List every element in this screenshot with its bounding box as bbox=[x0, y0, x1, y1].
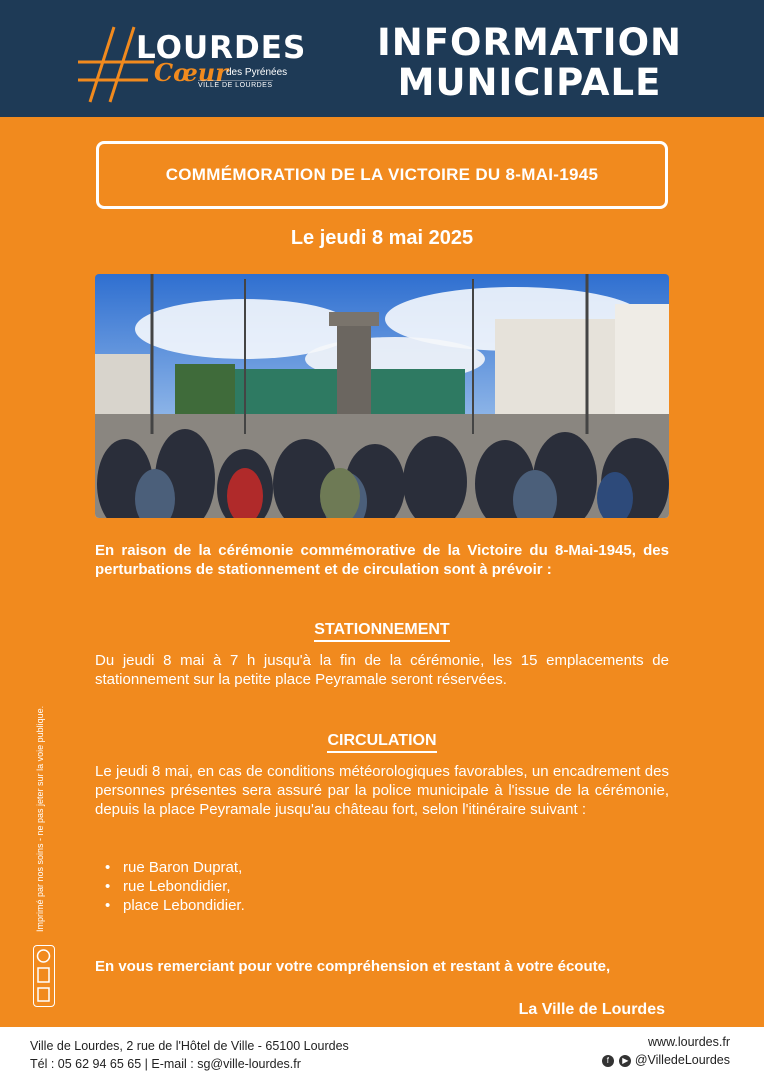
traffic-heading bbox=[0, 732, 764, 750]
logo-coeur-text: Cœur bbox=[154, 58, 228, 87]
youtube-icon[interactable]: ▶ bbox=[619, 1055, 631, 1067]
facebook-icon[interactable]: f bbox=[602, 1055, 614, 1067]
traffic-text: Le jeudi 8 mai, en cas de conditions météorologiques favorables, un encadrement des personnes présentes sera assuré par la police municipale à l'issue de la cérémonie, depuis la place Peyramale jusqu'au château fort, selon l'itinéraire suivant : bbox=[95, 763, 669, 818]
footer bbox=[0, 1027, 764, 1080]
social-handle[interactable]: @VilledeLourdes bbox=[634, 1053, 730, 1067]
footer-web bbox=[600, 1033, 730, 1069]
social-row bbox=[600, 1051, 730, 1069]
traffic-heading-text: CIRCULATION bbox=[327, 732, 436, 753]
ceremony-photo bbox=[95, 274, 669, 518]
signature: La Ville de Lourdes bbox=[518, 1001, 665, 1018]
parking-heading bbox=[0, 621, 764, 639]
website-link[interactable]: www.lourdes.fr bbox=[648, 1035, 730, 1049]
footer-address: Ville de Lourdes, 2 rue de l'Hôtel de Ville - 65100 Lourdes bbox=[30, 1039, 349, 1053]
print-note: Imprimé par nos soins - ne pas jeter sur la voie publique. bbox=[35, 705, 45, 932]
footer-phone-email: Tél : 05 62 94 65 65 | E-mail : sg@ville-lourdes.fr bbox=[30, 1057, 301, 1071]
page-title-line1: INFORMATION bbox=[377, 21, 682, 64]
intro-text: En raison de la cérémonie commémorative de la Victoire du 8-Mai-1945, des perturbations de stationnement et de circulation sont à prévoir : bbox=[95, 542, 669, 578]
parking-text: Du jeudi 8 mai à 7 h jusqu'à la fin de la cérémonie, les 15 emplacements de stationnement sur la petite place Peyramale seront réservées. bbox=[95, 652, 669, 688]
notice-body bbox=[0, 117, 764, 1027]
notice-date: Le jeudi 8 mai 2025 bbox=[290, 227, 474, 249]
logo-ville-text: VILLE DE LOURDES bbox=[198, 82, 273, 89]
header-banner bbox=[0, 0, 764, 117]
route-item: • rue Baron Duprat, bbox=[105, 858, 245, 877]
page-title-line2: MUNICIPALE bbox=[397, 61, 662, 104]
page-title bbox=[377, 23, 682, 103]
logo-pyrenees-text: des Pyrénées bbox=[226, 67, 288, 78]
thanks-text: En vous remerciant pour votre compréhension et restant à votre écoute, bbox=[95, 958, 611, 975]
footer-contact bbox=[30, 1037, 349, 1073]
route-item: • place Lebondidier. bbox=[105, 896, 245, 915]
lourdes-logo bbox=[76, 22, 306, 107]
logo-lourdes-text: LOURDES bbox=[136, 30, 307, 66]
recycle-icon bbox=[33, 945, 55, 1007]
notice-title: COMMÉMORATION DE LA VICTOIRE DU 8-MAI-1945 bbox=[96, 141, 668, 209]
route-list bbox=[105, 858, 245, 915]
parking-heading-text: STATIONNEMENT bbox=[314, 621, 449, 642]
route-item: • rue Lebondidier, bbox=[105, 877, 245, 896]
